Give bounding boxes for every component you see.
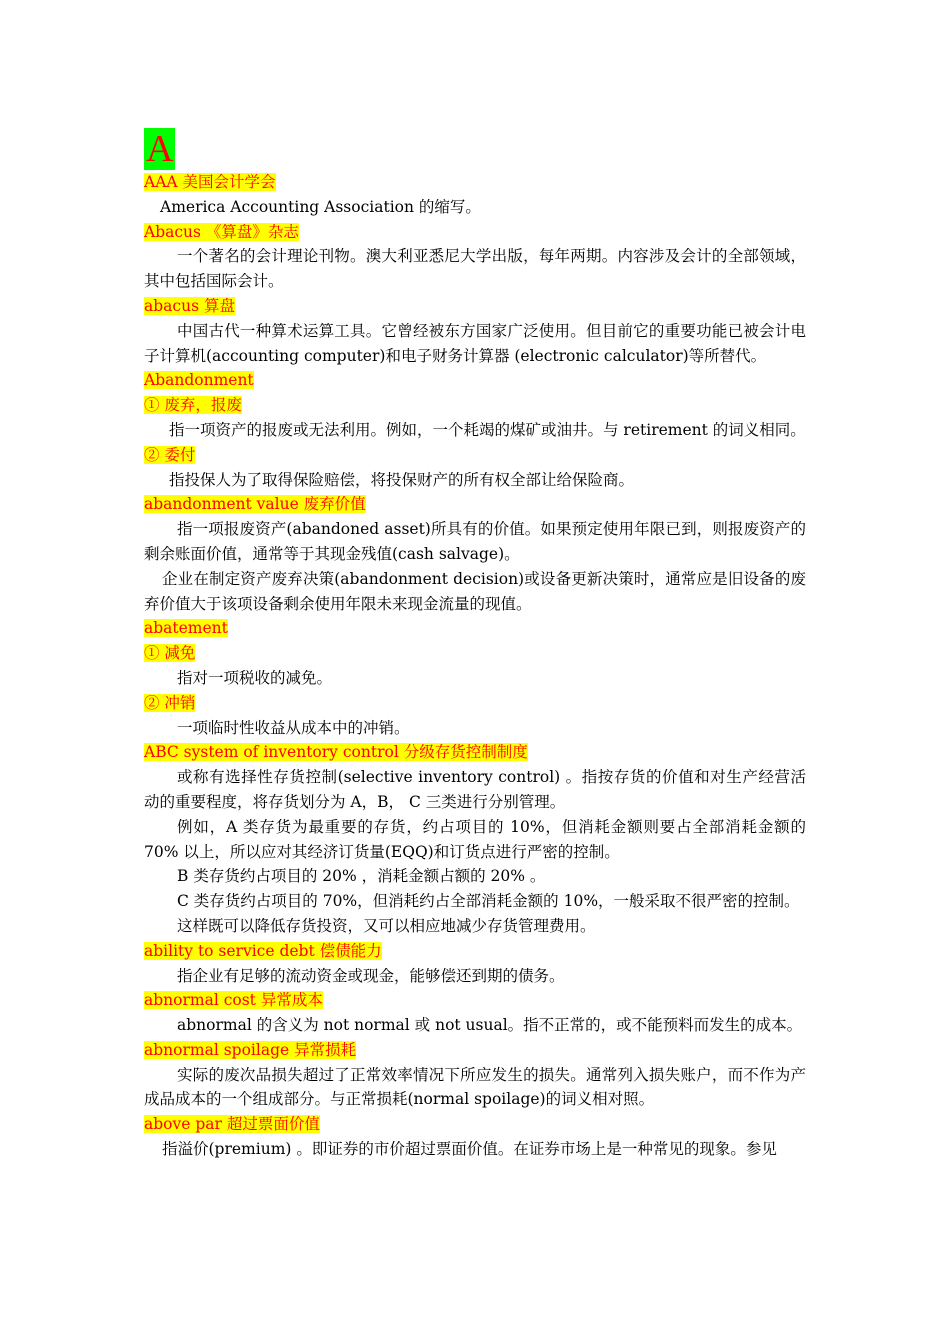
definition-abatement-1: 指对一项税收的减免。: [177, 668, 333, 687]
term-above-par: above par 超过票面价值: [144, 1115, 320, 1134]
definition-abandonment-value-1: 指一项报废资产(abandoned asset)所具有的价值。如果预定使用年限已到，则报废资产的剩余账面价值，通常等于其现金残值(cash salvage)。: [144, 520, 806, 563]
section-letter-heading: [144, 128, 806, 170]
definition-abc-1: 或称有选择性存货控制(selective inventory control) 。指按存货的价值和对生产经营活动的重要程度，将存货划分为 A，B， C 三类进行分别管理。: [144, 768, 806, 811]
definition-abc-3: B 类存货约占项目的 20% ，消耗金额占额的 20% 。: [177, 867, 546, 886]
term-aaa: AAA 美国会计学会: [144, 173, 276, 191]
definition-abnormal-cost: abnormal 的含义为 not normal 或 not usual。指不正常的，或不能预料而发生的成本。: [177, 1016, 803, 1035]
definition-abnormal-spoilage: 实际的废次品损失超过了正常效率情况下所应发生的损失。通常列入损失账户，而不作为产成品成本的一个组成部分。与正常损耗(normal spoilage)的词义相对照。: [144, 1065, 806, 1109]
term-abacus-magazine: Abacus 《算盘》杂志: [144, 222, 299, 241]
sense-abatement-2: ② 冲销: [144, 693, 196, 712]
definition-abacus: 中国古代一种算术运算工具。它曾经被东方国家广泛使用。但目前它的重要功能已被会计电子计算机(accounting computer)和电子财务计算器 (electronic calculator)等所替代。: [144, 321, 806, 365]
term-abandonment: Abandonment: [144, 371, 254, 390]
term-ability-to-service-debt: ability to service debt 偿债能力: [144, 941, 382, 960]
definition-abandonment-value-2: 企业在制定资产废弃决策(abandonment decision)或设备更新决策时，通常应是旧设备的废弃价值大于该项设备剩余使用年限未来现金流量的现值。: [144, 569, 806, 613]
definition-abatement-2: 一项临时性收益从成本中的冲销。: [177, 718, 410, 737]
term-abandonment-value: abandonment value 废弃价值: [144, 495, 366, 514]
term-abnormal-cost: abnormal cost 异常成本: [144, 991, 323, 1010]
section-letter: A: [146, 128, 174, 170]
definition-aaa: America Accounting Association 的缩写。: [160, 197, 481, 216]
definition-above-par: 指溢价(premium) 。即证券的市价超过票面价值。在证券市场上是一种常见的现象。参见: [162, 1140, 777, 1159]
definition-abacus-magazine: 一个著名的会计理论刊物。澳大利亚悉尼大学出版，每年两期。内容涉及会计的全部领域，其中包括国际会计。: [144, 247, 806, 291]
sense-abatement-1: ① 减免: [144, 644, 196, 663]
definition-abc-2: 例如，A 类存货为最重要的存货，约占项目的 10%，但消耗金额则要占全部消耗金额的 70% 以上，所以应对其经济订货量(EQQ)和订货点进行严密的控制。: [144, 817, 806, 861]
definition-abandonment-2: 指投保人为了取得保险赔偿，将投保财产的所有权全部让给保险商。: [169, 470, 635, 489]
term-abnormal-spoilage: abnormal spoilage 异常损耗: [144, 1040, 357, 1059]
sense-abandonment-1: ① 废弃，报废: [144, 396, 242, 415]
term-abc-system: ABC system of inventory control 分级存货控制制度: [144, 743, 528, 762]
definition-ability-to-service-debt: 指企业有足够的流动资金或现金，能够偿还到期的债务。: [177, 966, 565, 985]
definition-abc-5: 这样既可以降低存货投资，又可以相应地减少存货管理费用。: [177, 916, 596, 935]
term-abacus: abacus 算盘: [144, 296, 235, 315]
document-body: [144, 128, 806, 1162]
definition-abc-4: C 类存货约占项目的 70%，但消耗约占全部消耗金额的 10%，一般采取不很严密的控制。: [177, 892, 800, 911]
definition-abandonment-1: 指一项资产的报废或无法利用。例如，一个耗竭的煤矿或油井。与 retirement 的词义相同。: [169, 420, 806, 439]
term-abatement: abatement: [144, 619, 228, 638]
sense-abandonment-2: ② 委付: [144, 445, 196, 464]
